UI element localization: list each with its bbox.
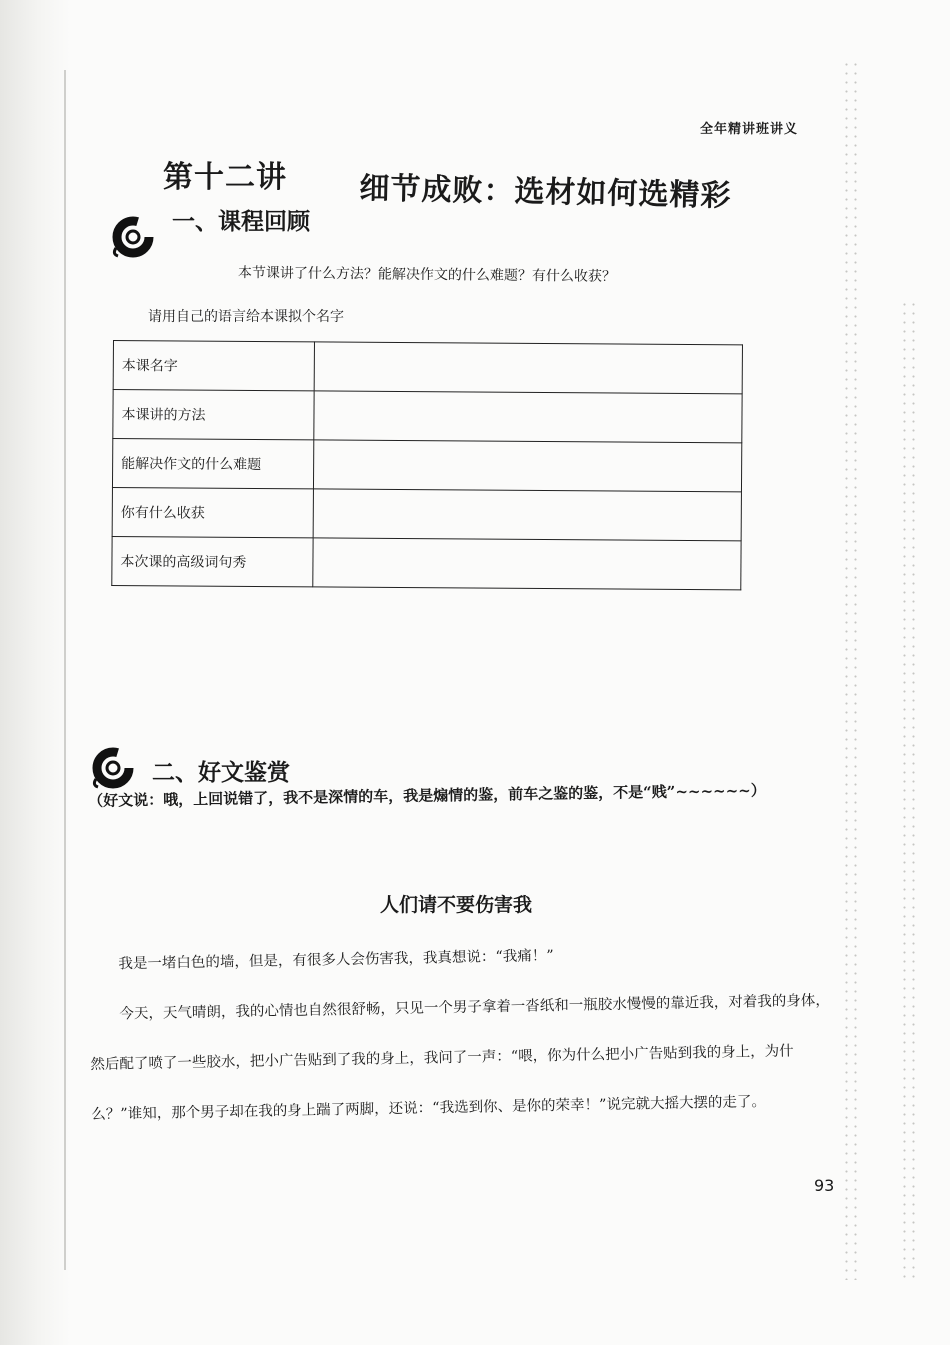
review-prompt: 本节课讲了什么方法？能解决作文的什么难题？有什么收获？ bbox=[237, 264, 616, 285]
intro-quote: （好文说：哦，上回说错了，我不是深情的车，我是煽情的鉴，前车之鉴的鉴，不是“贱”~~~~~~） bbox=[88, 781, 766, 810]
answer-cell[interactable] bbox=[313, 440, 741, 492]
row-label: 本课名字 bbox=[113, 341, 314, 391]
series-label: 全年精讲班讲义 bbox=[700, 122, 799, 137]
essay-body bbox=[88, 926, 838, 1140]
section-heading-review: 一、课程回顾 bbox=[172, 209, 310, 235]
lecture-title: 细节成败：选材如何选精彩 bbox=[359, 170, 732, 214]
row-label: 能解决作文的什么难题 bbox=[112, 439, 313, 489]
binding-shadow bbox=[0, 0, 70, 1345]
page-number: 93 bbox=[814, 1176, 835, 1195]
table-row bbox=[113, 341, 742, 394]
dotted-margin-right bbox=[900, 300, 918, 1280]
essay-paragraph: 今天，天气晴朗，我的心情也自然很舒畅，只见一个男子拿着一沓纸和一瓶胶水慢慢的靠近我，对着我的身体，然后配了喷了一些胶水，把小广告贴到了我的身上，我问了一声：“喂，你为什么把小广告贴到我的身上，为什么？”谁知，那个男子却在我的身上踹了两脚，还说：“我选到你、是你的荣幸！”说完就大摇大摆的走了。 bbox=[90, 992, 830, 1123]
answer-cell[interactable] bbox=[313, 538, 741, 590]
table-row bbox=[112, 487, 741, 540]
binding-edge bbox=[64, 70, 66, 1270]
row-label: 你有什么收获 bbox=[112, 487, 313, 537]
section-heading-appreciation: 二、好文鉴赏 bbox=[152, 760, 290, 786]
lecture-number: 第十二讲 bbox=[163, 160, 287, 195]
review-table bbox=[111, 340, 743, 590]
essay-title: 人们请不要伤害我 bbox=[380, 894, 533, 916]
row-label: 本课讲的方法 bbox=[113, 390, 314, 440]
answer-cell[interactable] bbox=[313, 489, 741, 541]
review-instruction: 请用自己的语言给本课拟个名字 bbox=[148, 309, 344, 325]
ink-swirl-icon bbox=[110, 214, 156, 260]
dotted-margin-left bbox=[842, 60, 860, 1280]
essay-paragraph: 我是一堵白色的墙，但是，有很多人会伤害我，我真想说：“我痛！” bbox=[118, 948, 554, 973]
ink-swirl-icon bbox=[90, 745, 136, 791]
answer-cell[interactable] bbox=[314, 342, 742, 394]
answer-cell[interactable] bbox=[314, 391, 742, 443]
table-row bbox=[112, 439, 741, 492]
row-label: 本次课的高级词句秀 bbox=[112, 536, 313, 586]
table-row bbox=[113, 390, 742, 443]
table-row bbox=[112, 536, 741, 589]
